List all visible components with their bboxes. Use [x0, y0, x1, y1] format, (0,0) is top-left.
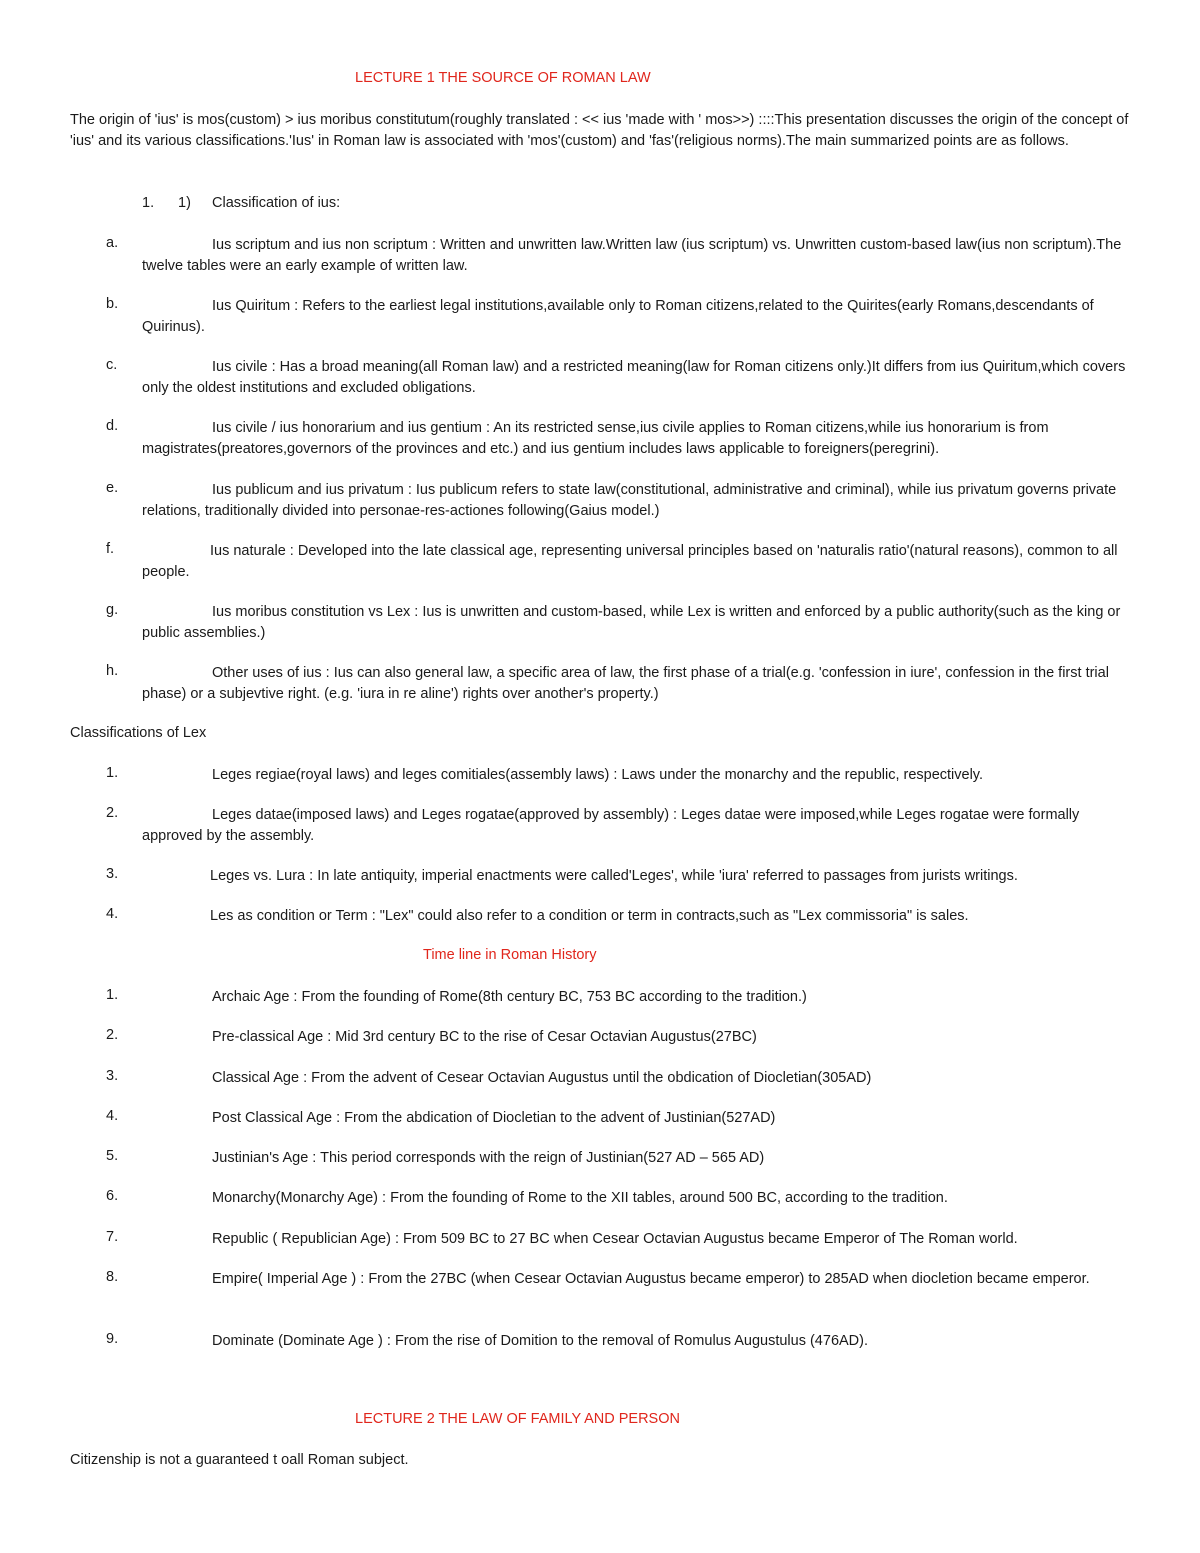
classification-number: 1. — [142, 195, 155, 211]
list-marker: 3. — [106, 866, 119, 882]
lecture1-title: LECTURE 1 THE SOURCE OF ROMAN LAW — [355, 70, 651, 86]
list-marker: h. — [106, 663, 119, 679]
classification-label: Classification of ius: — [212, 195, 341, 211]
list-item-text: Post Classical Age : From the abdication of Diocletian to the advent of Justinian(527AD) — [212, 1110, 776, 1126]
list-marker: 2. — [106, 805, 119, 821]
list-item-text: Dominate (Dominate Age ) : From the rise of Domition to the removal of Romulus Augustulus (476AD). — [212, 1333, 869, 1349]
list-marker: e. — [106, 480, 119, 496]
lecture1-intro: The origin of 'ius' is mos(custom) > ius moribus constitutum(roughly translated : << ius 'made with ' mos>>) ::::This presentation discusses the origin of the concept of 'ius' and its various classifications.'Ius' in Roman law is associated with 'mos'(custom) and 'fas'(religious norms).The main summarized points are as follows. — [70, 112, 1129, 149]
list-marker: d. — [106, 418, 119, 434]
list-item-text: Pre-classical Age : Mid 3rd century BC to the rise of Cesar Octavian Augustus(27BC) — [212, 1029, 757, 1045]
list-marker: 4. — [106, 1108, 119, 1124]
list-item-text: Justinian's Age : This period corresponds with the reign of Justinian(527 AD – 565 AD) — [212, 1150, 765, 1166]
list-item-text: Ius publicum and ius privatum : Ius publicum refers to state law(constitutional, administrative and criminal), while ius privatum governs private relations, traditionally divided into personae-res-actiones following(Gaius model.) — [142, 482, 1117, 519]
list-marker: b. — [106, 296, 119, 312]
list-item-text: Ius moribus constitution vs Lex : Ius is unwritten and custom-based, while Lex is written and enforced by a public authority(such as the king or public assemblies.) — [142, 604, 1121, 641]
list-marker: 3. — [106, 1068, 119, 1084]
list-item-text: Archaic Age : From the founding of Rome(8th century BC, 753 BC according to the tradition.) — [212, 989, 807, 1005]
list-marker: 1. — [106, 987, 119, 1003]
list-item-text: Leges regiae(royal laws) and leges comitiales(assembly laws) : Laws under the monarchy and the republic, respectively. — [212, 767, 984, 783]
list-item-text: Ius civile / ius honorarium and ius gentium : An its restricted sense,ius civile applies to Roman citizens,while ius honorarium is from magistrates(preatores,governors of the provinces and etc.) and ius gentium includes laws applicable to foreigners(peregrini). — [142, 420, 1049, 457]
list-item-text: Leges datae(imposed laws) and Leges rogatae(approved by assembly) : Leges datae were imposed,while Leges rogatae were formally approved by the assembly. — [142, 807, 1080, 844]
lecture2-intro: Citizenship is not a guaranteed t oall Roman subject. — [70, 1452, 409, 1468]
timeline-title: Time line in Roman History — [423, 947, 597, 963]
list-marker: g. — [106, 602, 119, 618]
list-item-text: Ius naturale : Developed into the late classical age, representing universal principles based on 'naturalis ratio'(natural reasons), common to all people. — [142, 543, 1118, 580]
list-marker: 9. — [106, 1331, 119, 1347]
list-marker: a. — [106, 235, 119, 251]
list-marker: 5. — [106, 1148, 119, 1164]
list-item-text: Classical Age : From the advent of Cesear Octavian Augustus until the obdication of Diocletian(305AD) — [212, 1070, 872, 1086]
list-marker: 4. — [106, 906, 119, 922]
list-item-text: Republic ( Republician Age) : From 509 BC to 27 BC when Cesear Octavian Augustus became Emperor of The Roman world. — [212, 1231, 1018, 1247]
list-marker: 8. — [106, 1269, 119, 1285]
list-marker: 2. — [106, 1027, 119, 1043]
list-marker: 6. — [106, 1188, 119, 1204]
list-item-text: Leges vs. Lura : In late antiquity, imperial enactments were called'Leges', while 'iura' referred to passages from jurists writings. — [210, 868, 1018, 884]
list-marker: 7. — [106, 1229, 119, 1245]
lex-heading: Classifications of Lex — [70, 725, 207, 741]
list-marker: c. — [106, 357, 118, 373]
list-item-text: Empire( Imperial Age ) : From the 27BC (when Cesear Octavian Augustus became emperor) to 285AD when diocletion became emperor. — [212, 1271, 1090, 1287]
list-item-text: Les as condition or Term : "Lex" could also refer to a condition or term in contracts,such as "Lex commissoria" is sales. — [210, 908, 969, 924]
lecture2-title: LECTURE 2 THE LAW OF FAMILY AND PERSON — [355, 1411, 680, 1427]
list-item-text: Other uses of ius : Ius can also general law, a specific area of law, the first phase of a trial(e.g. 'confession in iure', confession in the first trial phase) or a subjevtive right. (e.g. 'iura in re aline') rights over another's property.) — [142, 665, 1109, 702]
list-marker: f. — [106, 541, 115, 557]
list-marker: 1. — [106, 765, 119, 781]
list-item-text: Ius Quiritum : Refers to the earliest legal institutions,available only to Roman citizens,related to the Quirites(early Romans,descendants of Quirinus). — [142, 298, 1094, 335]
list-item-text: Ius civile : Has a broad meaning(all Roman law) and a restricted meaning(law for Roman citizens only.)It differs from ius Quiritum,which covers only the oldest institutions and excluded obligations. — [142, 359, 1126, 396]
classification-sub-number: 1) — [178, 195, 191, 211]
list-item-text: Ius scriptum and ius non scriptum : Written and unwritten law.Written law (ius scriptum) vs. Unwritten custom-based law(ius non scriptum).The twelve tables were an early example of written law. — [142, 237, 1122, 274]
list-item-text: Monarchy(Monarchy Age) : From the founding of Rome to the XII tables, around 500 BC, according to the tradition. — [212, 1190, 948, 1206]
